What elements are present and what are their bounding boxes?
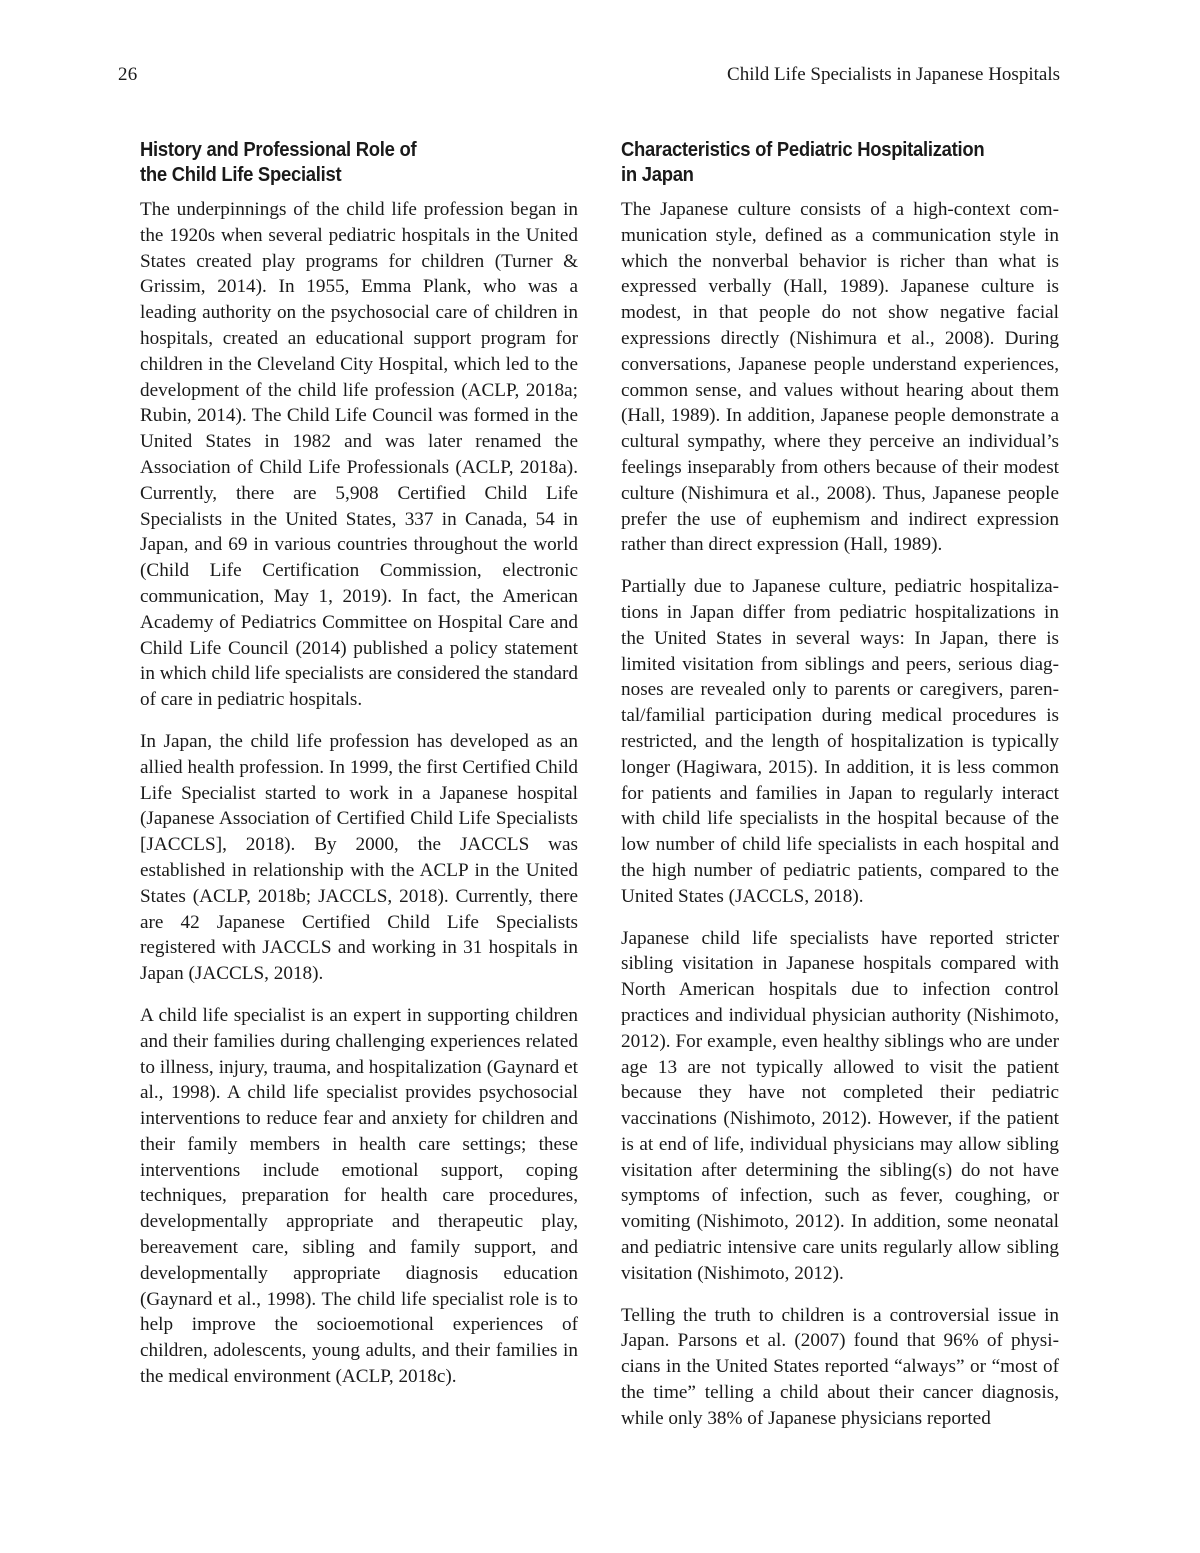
section-heading-history: [140, 137, 534, 187]
running-title: Child Life Specialists in Japanese Hospitals: [727, 64, 1060, 85]
paragraph: Japanese child life specialists have reported stricter sibling visitation in Japanese hospitals compared with North American hospitals due to infection control practices and individual physician authority (Nishimoto, 2012). For example, even healthy siblings who are under age 13 are not typically allowed to visit the patient because they have not completed their pediatric vaccinations (Nishimoto, 2012). However, if the patient is at end of life, individual physicians may allow sibling visitation after determining the sibling(s) do not have symptoms of infection, such as fever, coughing, or vomiting (Nishimoto, 2012). In addition, some neonatal and pediatric intensive care units regularly allow sibling visitation (Nishimoto, 2012).: [621, 927, 1059, 1284]
paragraph: Telling the truth to children is a controversial issue in Japan. Parsons et al. (2007) found that 96% of physicians in the United States reported “always” or “most of the time” telling a child about their cancer diagnosis, while only 38% of Japanese physicians reported: [621, 1304, 1059, 1429]
heading-line: Characteristics of Pediatric Hospitalization: [621, 138, 985, 161]
right-column: [621, 137, 1059, 1448]
left-column: [140, 137, 578, 1406]
paragraph: A child life specialist is an expert in supporting children and their families during challenging experiences related to illness, injury, trauma, and hospitalization (Gaynard et al., 1998). A child life specialist provides psychosocial interventions to reduce fear and anxiety for children and their family members in health care settings; these interventions include emotional support, coping techniques, preparation for health care procedures, developmentally appropriate and therapeutic play, bereavement care, sibling and family support, and developmentally appropriate diagnosis education (Gaynard et al., 1998). The child life specialist role is to help improve the socioemotional experiences of children, adolescents, young adults, and their families in the medical environment (ACLP, 2018c).: [140, 1004, 578, 1388]
paragraph: In Japan, the child life profession has developed as an allied health profession. In 1999, the first Certified Child Life Specialist started to work in a Japanese hospital (Japanese Association of Certified Child Life Specialists [JACCLS], 2018). By 2000, the JACCLS was established in relationship with the ACLP in the United States (ACLP, 2018b; JACCLS, 2018). Currently, there are 42 Japanese Certified Child Life Specialists registered with JACCLS and working in 31 hospitals in Japan (JACCLS, 2018).: [140, 730, 578, 985]
heading-line: the Child Life Specialist: [140, 163, 342, 186]
paragraph: The Japanese culture consists of a high-context communication style, defined as a communication style in which the nonverbal behavior is richer than what is expressed verbally (Hall, 1989). Japanese culture is modest, in that people do not show negative facial expressions directly (Nishimura et al., 2008). During conversations, Japanese people understand experiences, common sense, and values without hearing about them (Hall, 1989). In addition, Japanese people demonstrate a cultural sympathy, where they perceive an individual’s feelings inseparably from others because of their modest culture (Nishimura et al., 2008). Thus, Japanese people prefer the use of euphemism and indirect expression rather than direct expression (Hall, 1989).: [621, 199, 1059, 556]
heading-line: History and Professional Role of: [140, 138, 417, 161]
paragraph: The underpinnings of the child life profession began in the 1920s when several pediatric hospitals in the United States created play programs for children (Turner & Grissim, 2014). In 1955, Emma Plank, who was a leading authority on the psychosocial care of children in hospitals, created an educational support program for children in the Cleveland City Hospital, which led to the development of the child life profession (ACLP, 2018a; Rubin, 2014). The Child Life Council was formed in the United States in 1982 and was later renamed the Association of Child Life Professionals (ACLP, 2018a). Currently, there are 5,908 Certified Child Life Specialists in the United States, 337 in Canada, 54 in Japan, and 69 in various countries throughout the world (Child Life Certification Commission, electronic communication, May 1, 2019). In fact, the American Academy of Pediatrics Committee on Hospital Care and Child Life Council (2014) published a policy statement in which child life specialists are considered the standard of care in pediatric hospitals.: [140, 199, 578, 711]
page-number: 26: [118, 64, 138, 85]
heading-line: in Japan: [621, 163, 694, 186]
section-heading-characteristics: [621, 137, 1015, 187]
paragraph: Partially due to Japanese culture, pediatric hospitalizations in Japan differ from pediatric hospitalizations in the United States in several ways: In Japan, there is limited visitation from siblings and peers, serious diagnoses are revealed only to parents or caregivers, parental/familial participation during medical procedures is restricted, and the length of hospitalization is typically longer (Hagiwara, 2015). In addition, it is less common for patients and families in Japan to regularly interact with child life specialists in the hospital because of the low number of child life specialists in each hospital and the high number of pediatric patients, compared to the United States (JACCLS, 2018).: [621, 576, 1059, 907]
